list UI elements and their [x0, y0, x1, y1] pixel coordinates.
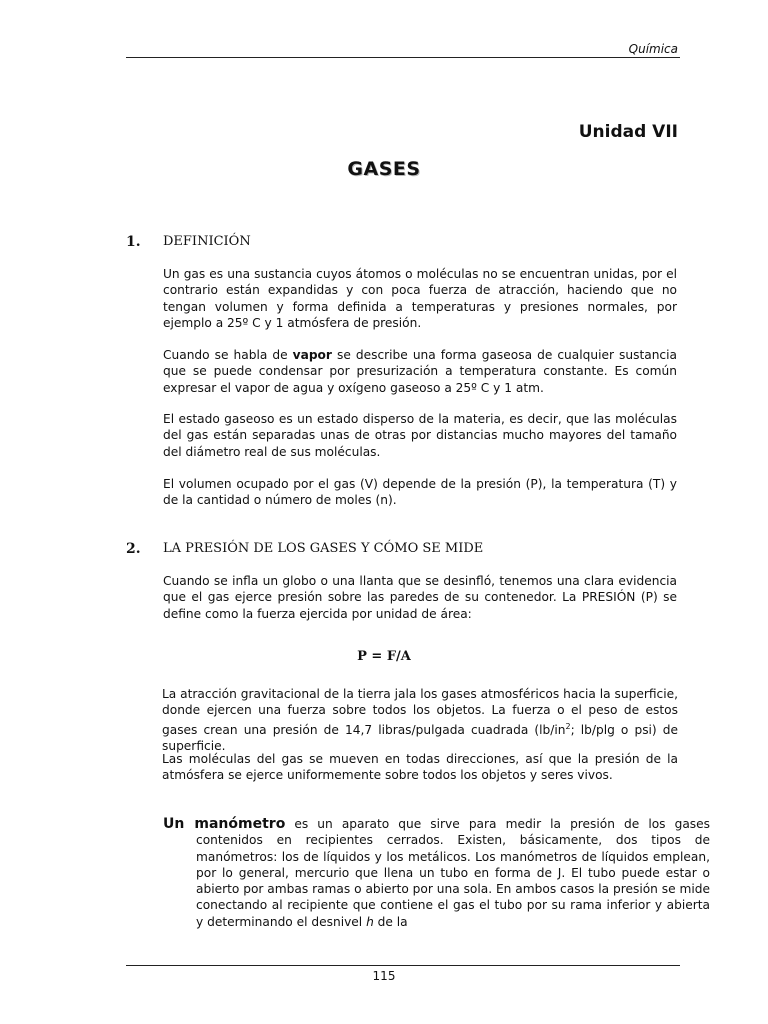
section-1-paragraph-4: El volumen ocupado por el gas (V) depende de la presión (P), la temperatura (T) y de la cantidad o número de moles (n).	[163, 477, 677, 508]
footer-rule	[126, 965, 680, 966]
section-1-paragraph-3: El estado gaseoso es un estado disperso de la materia, es decir, que las moléculas del gas están separadas unas de otras por distancias mucho mayores del tamaño del diámetro real de sus moléculas.	[163, 412, 677, 459]
header-subject: Química	[628, 42, 678, 56]
paragraph-text: Cuando se habla de	[163, 348, 293, 362]
section-2-title: LA PRESIÓN DE LOS GASES Y CÓMO SE MIDE	[163, 541, 484, 556]
page-number: 115	[372, 969, 396, 983]
section-2-number: 2.	[126, 541, 141, 557]
vapor-term: vapor	[292, 348, 332, 362]
superscript: 2	[565, 721, 571, 731]
paragraph-text: La atracción gravitacional de la tierra jala los gases atmosféricos hacia la superficie, donde ejercen una fuerza sobre todos los objetos. La fuerza o el peso de estos gases crean una presión de 14,7 libras/pulgada cuadrada (lb/in	[162, 687, 678, 737]
header-rule	[126, 57, 680, 58]
paragraph-text: se describe una forma gaseosa de cualquier sustancia que se puede condensar por presurización a temperatura constante. Es común expresar el vapor de agua y oxígeno gaseoso a 25º C y 1 atm.	[163, 348, 677, 395]
paragraph-text: de la	[373, 914, 408, 929]
section-1-paragraph-2	[163, 347, 677, 396]
pressure-formula: P = F/A	[357, 649, 411, 664]
page-title: GASES	[347, 158, 421, 180]
section-2-paragraph-2	[162, 686, 678, 754]
manometer-term: Un manómetro	[163, 816, 286, 832]
unit-label: Unidad VII	[578, 122, 678, 142]
paragraph-text: es un aparato que sirve para medir la presión de los gases contenidos en recipientes cerrados. Existen, básicamente, dos tipos de manómetros: los de líquidos y los metálicos. Los manómetros de líquidos emplean, por lo general, mercurio que llena un tubo en forma de J. El tubo puede estar o abierto por ambas ramas o abierto por una sola. En ambos casos la presión se mide conectando al recipiente que contiene el gas el tubo por su rama inferior y abierta y determinando el desnivel	[196, 817, 710, 929]
section-2-paragraph-3: Las moléculas del gas se mueven en todas direcciones, así que la presión de la atmósfera se ejerce uniformemente sobre todos los objetos y seres vivos.	[162, 752, 678, 783]
variable-h: h	[366, 914, 374, 929]
section-1-title: DEFINICIÓN	[163, 234, 251, 249]
section-2-paragraph-1: Cuando se infla un globo o una llanta que se desinfló, tenemos una clara evidencia que el gas ejerce presión sobre las paredes de su contenedor. La PRESIÓN (P) se define como la fuerza ejercida por unidad de área:	[163, 574, 677, 621]
manometer-paragraph	[163, 816, 710, 930]
section-1-number: 1.	[126, 234, 141, 250]
paragraph-text: ; lb/plg o psi) de superficie.	[162, 722, 678, 753]
section-1-paragraph-1: Un gas es una sustancia cuyos átomos o moléculas no se encuentran unidas, por el contrario están expandidas y con poca fuerza de atracción, haciendo que no tengan volumen y forma definida a temperaturas y presiones normales, por ejemplo a 25º C y 1 atmósfera de presión.	[163, 267, 677, 330]
